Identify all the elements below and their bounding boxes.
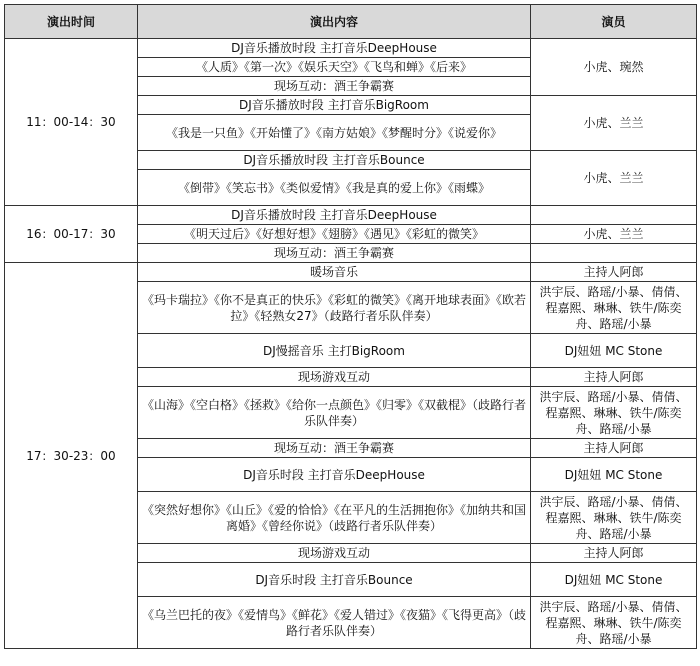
program-item: 现场互动：酒王争霸赛 [138, 244, 531, 263]
performer-cell: 主持人阿郎 [531, 544, 697, 563]
program-item: 现场互动：酒王争霸赛 [138, 77, 531, 96]
performance-schedule-table [4, 4, 697, 649]
performer-cell: 小虎、兰兰 [531, 225, 697, 244]
program-item: 《乌兰巴托的夜》《爱情鸟》《鲜花》《爱人错过》《夜猫》《飞得更高》（歧路行者乐队伴奏） [138, 597, 531, 649]
performer-cell: DJ妞妞 MC Stone [531, 563, 697, 597]
program-item: DJ音乐播放时段 主打音乐DeepHouse [138, 206, 531, 225]
performer-cell: 主持人阿郎 [531, 368, 697, 387]
time-slot-1: 11：00-14：30 [5, 39, 138, 206]
header-time: 演出时间 [5, 5, 138, 39]
header-content: 演出内容 [138, 5, 531, 39]
program-item: DJ音乐时段 主打音乐Bounce [138, 563, 531, 597]
program-item: 《倒带》《笑忘书》《类似爱情》《我是真的爱上你》《雨蝶》 [138, 170, 531, 206]
program-item: DJ音乐播放时段 主打音乐BigRoom [138, 96, 531, 115]
program-item: 《山海》《空白格》《拯救》《给你一点颜色》《归零》《双截棍》（歧路行者乐队伴奏） [138, 387, 531, 439]
performer-cell: 洪宇辰、路瑶/小暴、倩倩、程嘉熙、琳琳、铁牛/陈奕舟、路瑶/小暴 [531, 597, 697, 649]
time-slot-2: 16：00-17：30 [5, 206, 138, 263]
performer-cell: 洪宇辰、路瑶/小暴、倩倩、程嘉熙、琳琳、铁牛/陈奕舟、路瑶/小暴 [531, 282, 697, 334]
program-item: DJ音乐播放时段 主打音乐Bounce [138, 151, 531, 170]
program-item: DJ音乐播放时段 主打音乐DeepHouse [138, 39, 531, 58]
time-slot-3: 17：30-23：00 [5, 263, 138, 649]
performer-cell: 小虎、琬然 [531, 39, 697, 96]
program-item: 现场游戏互动 [138, 544, 531, 563]
performer-cell: 小虎、兰兰 [531, 96, 697, 151]
program-item: 现场游戏互动 [138, 368, 531, 387]
performer-cell: 洪宇辰、路瑶/小暴、倩倩、程嘉熙、琳琳、铁牛/陈奕舟、路瑶/小暴 [531, 492, 697, 544]
performer-cell: DJ妞妞 MC Stone [531, 458, 697, 492]
program-item: DJ慢摇音乐 主打BigRoom [138, 334, 531, 368]
program-item: 《我是一只鱼》《开始懂了》《南方姑娘》《梦醒时分》《说爱你》 [138, 115, 531, 151]
program-item: 《明天过后》《好想好想》《翅膀》《遇见》《彩虹的微笑》 [138, 225, 531, 244]
table-row [5, 206, 697, 225]
program-item: 暖场音乐 [138, 263, 531, 282]
performer-cell: 洪宇辰、路瑶/小暴、倩倩、程嘉熙、琳琳、铁牛/陈奕舟、路瑶/小暴 [531, 387, 697, 439]
performer-cell-empty [531, 244, 697, 263]
performer-cell-empty [531, 206, 697, 225]
schedule-table-wrapper [4, 4, 697, 649]
header-row [5, 5, 697, 39]
table-row [5, 39, 697, 58]
performer-cell: DJ妞妞 MC Stone [531, 334, 697, 368]
program-item: 《人质》《第一次》《娱乐天空》《飞鸟和蝉》《后来》 [138, 58, 531, 77]
program-item: DJ音乐时段 主打音乐DeepHouse [138, 458, 531, 492]
program-item: 现场互动：酒王争霸赛 [138, 439, 531, 458]
program-item: 《玛卡瑞拉》《你不是真正的快乐》《彩虹的微笑》《离开地球表面》《欧若拉》《轻熟女27》（歧路行者乐队伴奏） [138, 282, 531, 334]
program-item: 《突然好想你》《山丘》《爱的恰恰》《在平凡的生活拥抱你》《加纳共和国离婚》《曾经你说》（歧路行者乐队伴奏） [138, 492, 531, 544]
header-performer: 演员 [531, 5, 697, 39]
table-row [5, 263, 697, 282]
performer-cell: 主持人阿郎 [531, 263, 697, 282]
performer-cell: 主持人阿郎 [531, 439, 697, 458]
performer-cell: 小虎、兰兰 [531, 151, 697, 206]
